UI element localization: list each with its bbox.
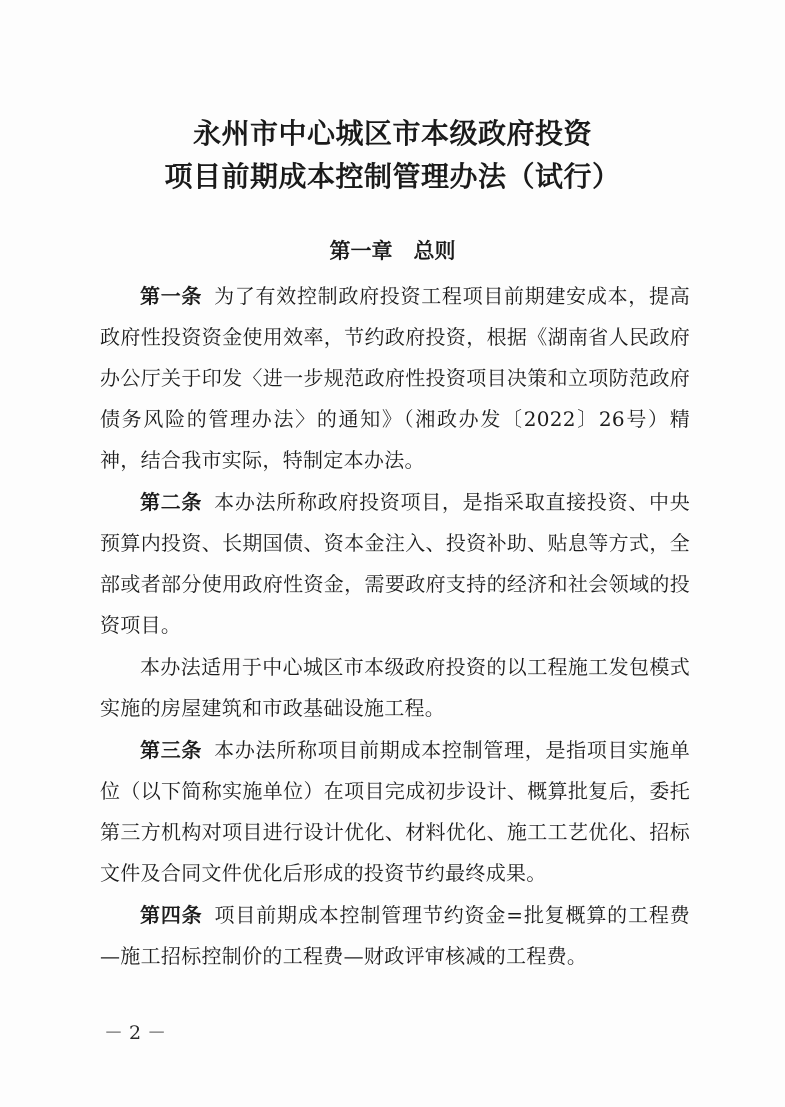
article-text: 本办法适用于中心城区市本级政府投资的以工程施工发包模式实施的房屋建筑和市政基础设施工程。	[100, 655, 690, 720]
article-label: 第一条	[140, 284, 203, 308]
article-2-scope-paragraph	[100, 647, 690, 729]
article-label: 第四条	[140, 903, 203, 927]
article-text: 为了有效控制政府投资工程项目前期建安成本，提高政府性投资资金使用效率，节约政府投资，根据《湖南省人民政府办公厅关于印发〈进一步规范政府性投资项目决策和立项防范政府债务风险的管理办法〉的通知》（湘政办发〔2022〕26号）精神，结合我市实际，特制定本办法。	[100, 284, 690, 472]
article-text: 本办法所称政府投资项目，是指采取直接投资、中央预算内投资、长期国债、资本金注入、投资补助、贴息等方式，全部或者部分使用政府性资金，需要政府支持的经济和社会领域的投资项目。	[100, 490, 690, 637]
document-title-line-2: 项目前期成本控制管理办法（试行）	[164, 160, 621, 193]
article-3-paragraph	[100, 730, 690, 894]
chapter-heading: 第一章 总则	[329, 239, 456, 263]
page-number: － 2 －	[104, 1022, 167, 1044]
article-4-paragraph	[100, 895, 690, 977]
document-title-line-1: 永州市中心城区市本级政府投资	[192, 117, 592, 150]
article-label: 第二条	[140, 490, 203, 514]
article-2-paragraph	[100, 482, 690, 646]
article-text: 项目前期成本控制管理节约资金=批复概算的工程费—施工招标控制价的工程费—财政评审核减的工程费。	[100, 903, 690, 968]
article-text: 本办法所称项目前期成本控制管理，是指项目实施单位（以下简称实施单位）在项目完成初步设计、概算批复后，委托第三方机构对项目进行设计优化、材料优化、施工工艺优化、招标文件及合同文件优化后形成的投资节约最终成果。	[100, 738, 690, 885]
article-label: 第三条	[140, 738, 203, 762]
document-body	[100, 276, 690, 978]
article-1-paragraph	[100, 276, 690, 481]
